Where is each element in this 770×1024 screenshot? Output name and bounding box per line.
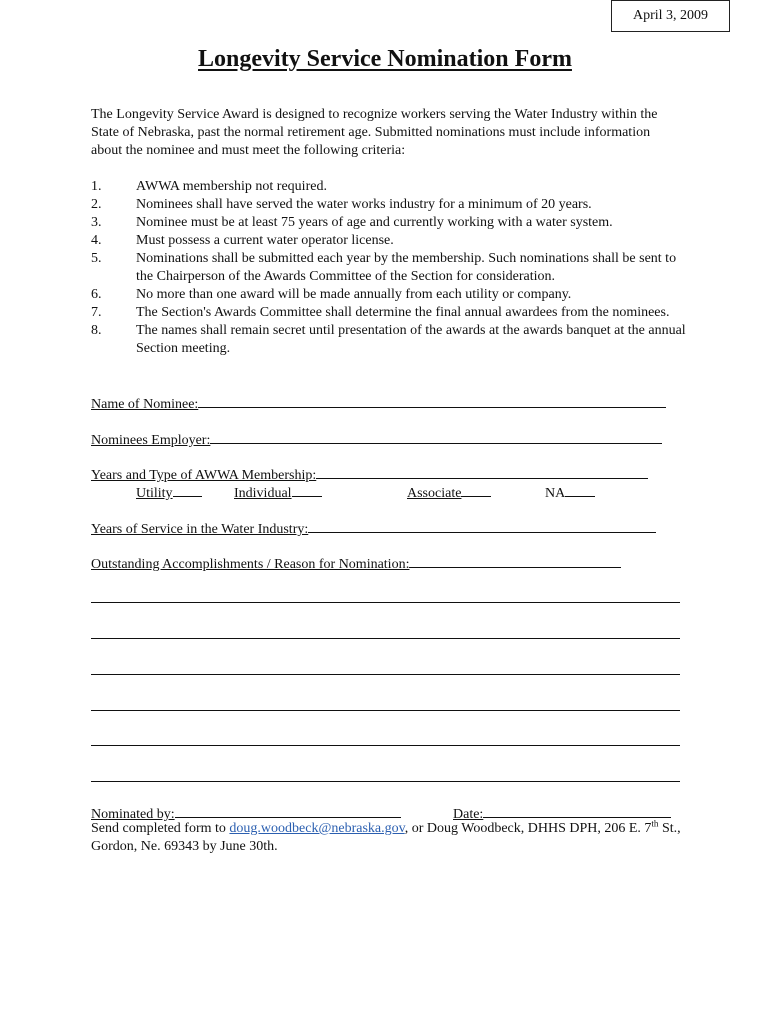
nominated-by-field[interactable] — [175, 803, 401, 818]
nominated-by-label: Nominated by: — [91, 807, 175, 822]
criteria-item: 7. The Section's Awards Committee shall determine the final annual awardees from the nominees. — [91, 305, 670, 320]
accomplishments-field[interactable] — [409, 553, 621, 568]
membership-type-na — [545, 482, 595, 503]
associate-field[interactable] — [461, 482, 491, 497]
instructions-text: Send completed form to — [91, 821, 230, 836]
criteria-item: 6. No more than one award will be made annually from each utility or company. — [91, 287, 572, 302]
associate-label: Associate — [407, 486, 462, 501]
date-stamp: April 3, 2009 — [611, 0, 730, 32]
accomplishments-line[interactable] — [91, 781, 680, 782]
utility-field[interactable] — [173, 482, 202, 497]
superscript: th — [651, 818, 659, 829]
accomplishments-line[interactable] — [91, 710, 680, 711]
email-link[interactable]: doug.woodbeck@nebraska.gov — [229, 821, 405, 836]
nominee-name-row — [91, 393, 666, 414]
accomplishments-line[interactable] — [91, 745, 680, 746]
individual-label: Individual — [234, 486, 292, 501]
na-label: NA — [545, 486, 566, 501]
criteria-item: 2. Nominees shall have served the water works industry for a minimum of 20 years. — [91, 197, 592, 212]
criteria-item: 1. AWWA membership not required. — [91, 179, 327, 194]
accomplishments-line[interactable] — [91, 674, 680, 675]
criteria-item: 4. Must possess a current water operator license. — [91, 233, 394, 248]
na-field[interactable] — [565, 482, 595, 497]
membership-type-utility — [136, 482, 202, 503]
instructions-text: , or Doug Woodbeck, DHHS DPH, 206 E. 7 — [404, 821, 652, 836]
accomplishments-label: Outstanding Accomplishments / Reason for Nomination: — [91, 557, 410, 572]
criteria-item: 3. Nominee must be at least 75 years of age and currently working with a water system. — [91, 215, 613, 230]
nominee-name-label: Name of Nominee: — [91, 397, 199, 412]
employer-field[interactable] — [210, 429, 662, 444]
accomplishments-row — [91, 553, 621, 574]
form-title: Longevity Service Nomination Form — [198, 46, 572, 72]
employer-label: Nominees Employer: — [91, 433, 211, 448]
submission-instructions — [91, 820, 691, 856]
date-field[interactable] — [483, 803, 671, 818]
criteria-item: 5. Nominations shall be submitted each year by the membership. Such nominations shall be sent to the Chairperson of the Awards Committee of the Section for consideration. — [91, 251, 677, 284]
accomplishments-line[interactable] — [91, 602, 680, 603]
accomplishments-line[interactable] — [91, 638, 680, 639]
criteria-item: 8. The names shall remain secret until presentation of the awards at the awards banquet at the annual Section meeting. — [91, 323, 686, 356]
membership-label: Years and Type of AWWA Membership: — [91, 468, 317, 483]
criteria-list — [91, 178, 691, 358]
membership-type-individual — [234, 482, 322, 503]
employer-row — [91, 429, 662, 450]
membership-field[interactable] — [316, 464, 648, 479]
intro-paragraph: The Longevity Service Award is designed to recognize workers serving the Water Industry within the State of Nebraska, past the normal retirement age. Submitted nominations must include information about the nominee and must meet the following criteria: — [91, 107, 658, 158]
years-service-row — [91, 518, 656, 539]
instructions-text: St., Gordon, Ne. 69343 by June 30th. — [91, 821, 681, 854]
date-label: Date: — [453, 807, 484, 822]
membership-type-associate — [407, 482, 491, 503]
nominee-name-field[interactable] — [198, 393, 666, 408]
years-service-field[interactable] — [308, 518, 656, 533]
years-service-label: Years of Service in the Water Industry: — [91, 522, 309, 537]
utility-label: Utility — [136, 486, 173, 501]
individual-field[interactable] — [292, 482, 322, 497]
